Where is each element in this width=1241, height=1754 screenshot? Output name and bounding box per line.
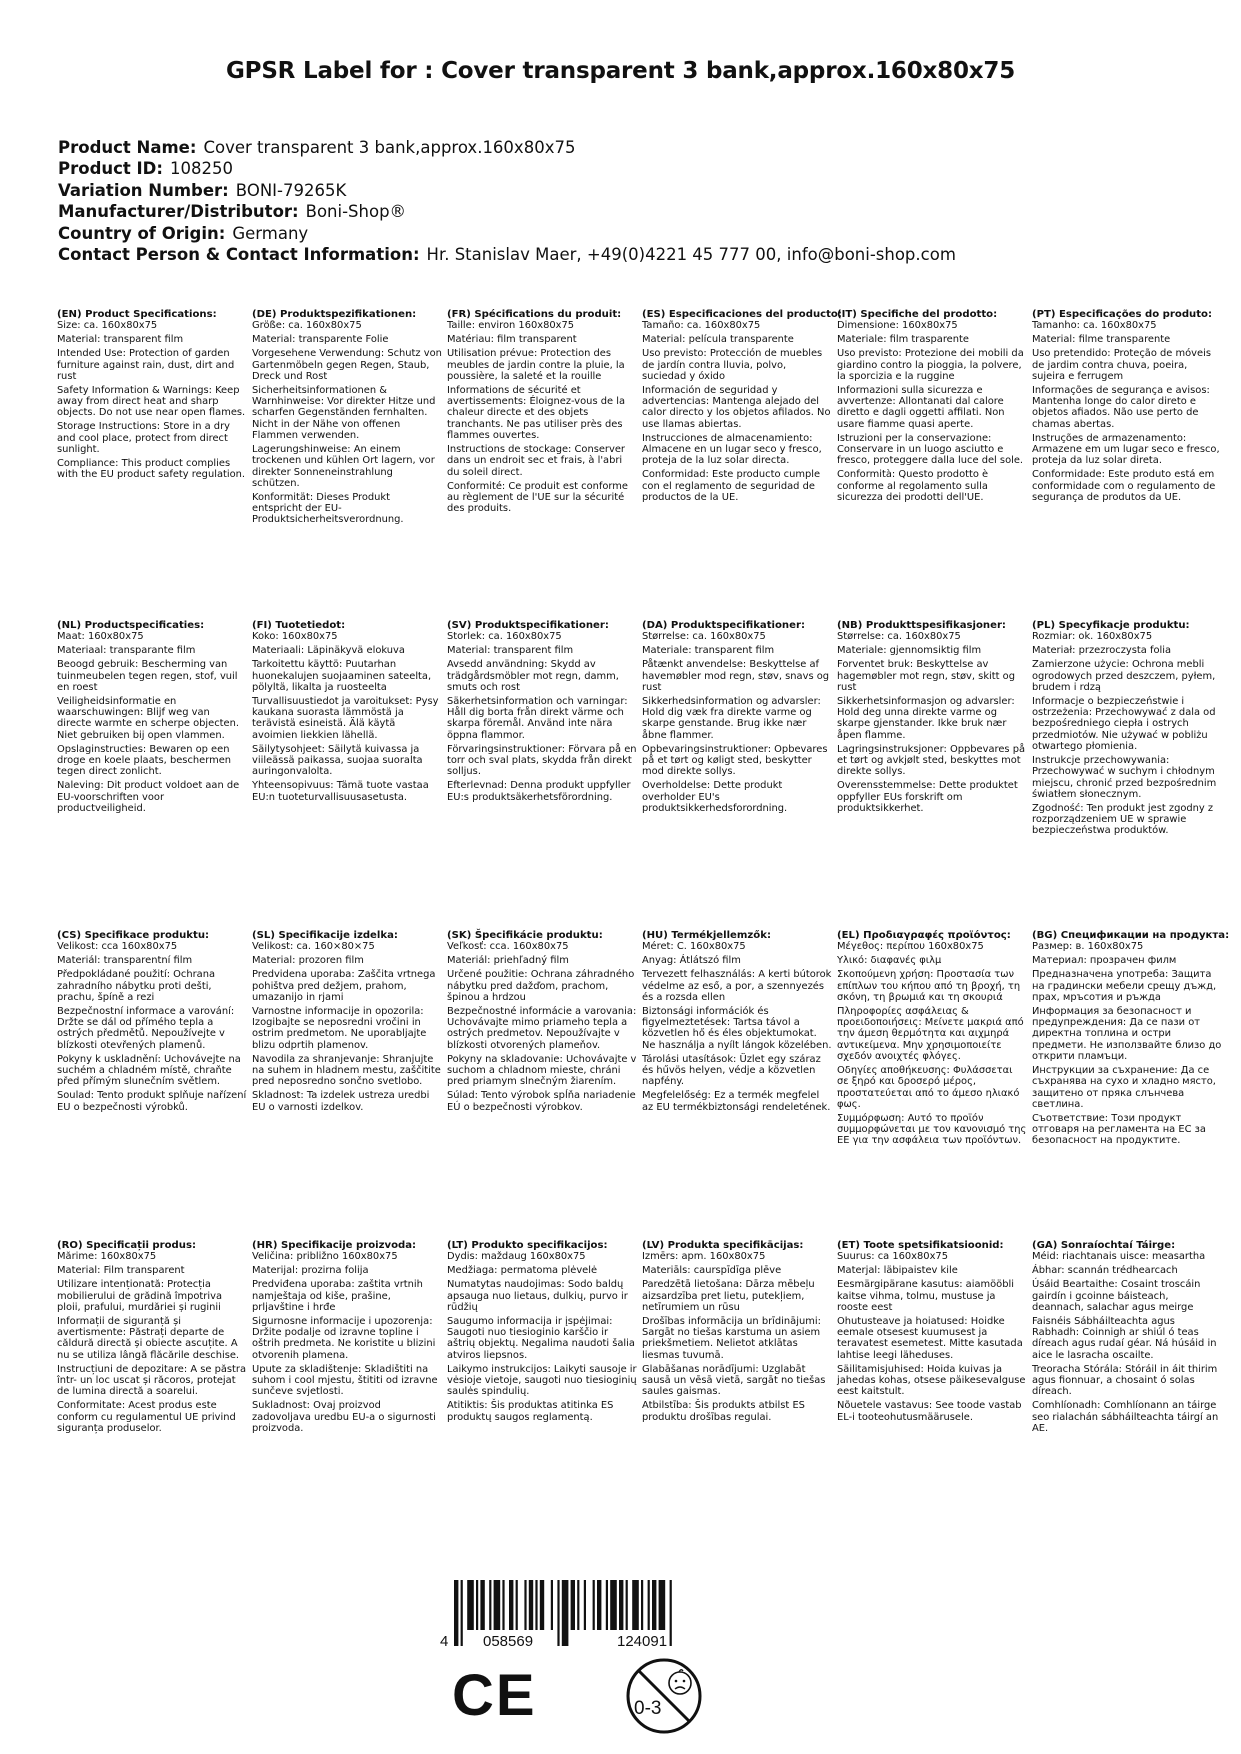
spec-block (447, 620, 637, 806)
spec-line: Sikkerhedsinformation og advarsler: Hold dig væk fra direkte varme og skarpe genstande. Brug ikke nær åbne flammer. (642, 695, 821, 741)
spec-line: Opslaginstructies: Bewaren op een droge en koele plaats, beschermen tegen direct zonlicht. (57, 743, 232, 778)
spec-line: Informações de segurança e avisos: Mantenha longe do calor direto e objetos afiados. Não use perto de chamas abertas. (1032, 384, 1210, 430)
spec-block (1032, 309, 1222, 506)
spec-line: Материал: прозрачен филм (1032, 955, 1177, 967)
spec-line: Storlek: ca. 160x80x75 (447, 631, 562, 643)
spec-line: Instrucciones de almacenamiento: Almacene en un lugar seco y fresco, proteja de la luz solar directa. (642, 432, 822, 467)
spec-line: Súlad: Tento výrobok spĺňa nariadenie EÚ o bezpečnosti výrobkov. (447, 1090, 636, 1113)
spec-line: Předpokládané použití: Ochrana zahradního nábytku proti dešti, prachu, špíně a rezi (57, 969, 216, 1003)
spec-line: Tamanho: ca. 160x80x75 (1032, 320, 1157, 332)
spec-line: Ábhar: scannán trédhearcach (1032, 1265, 1178, 1277)
spec-block (642, 620, 832, 817)
spec-line: Efterlevnad: Denna produkt uppfyller EU:s produktsäkerhetsförordning. (447, 780, 631, 803)
spec-line: Инструкции за съхранение: Да се съхранява на сухо и хладно място, защитено от пряка слънчева светлина. (1032, 1065, 1216, 1110)
spec-line: Biztonsági információk és figyelmeztetések: Tartsa távol a közvetlen hő és éles objektumokat. Ne használja a nyílt lángok közelében. (642, 1005, 832, 1051)
spec-line: Размер: в. 160x80x75 (1032, 941, 1144, 953)
spec-line: Informations de sécurité et avertissements: Éloignez-vous de la chaleur directe et des objets tranchants. Ne pas utiliser près des flammes ouvertes. (447, 384, 626, 442)
spec-line: Varnostne informacije in opozorila: Izogibajte se neposredni vročini in ostrim predmetom. Ne uporabljajte blizu odprtih plamenov. (252, 1005, 427, 1051)
spec-heading: (FI) Tuotetiedot: (252, 620, 346, 631)
spec-line: Veličina: približno 160x80x75 (252, 1251, 398, 1263)
spec-heading: (RO) Specificații produs: (57, 1240, 197, 1251)
spec-heading: (EL) Προδιαγραφές προϊόντος: (837, 930, 1011, 941)
spec-heading: (SV) Produktspecifikationer: (447, 620, 609, 631)
spec-line: Predvidena uporaba: Zaščita vrtnega pohištva pred dežjem, prahom, umazanijo in rjami (252, 969, 436, 1003)
spec-line: Méret: C. 160x80x75 (642, 941, 746, 953)
product-id-row (58, 158, 956, 179)
spec-line: Materiał: przezroczysta folia (1032, 645, 1172, 657)
spec-line: Dimensione: 160x80x75 (837, 320, 958, 332)
spec-block (642, 309, 842, 506)
spec-line: Méid: riachtanais uisce: measartha (1032, 1251, 1206, 1263)
spec-line: Υλικό: διαφανές φιλμ (837, 955, 942, 967)
spec-line: Instrukcje przechowywania: Przechowywać w suchym i chłodnym miejscu, chronić przed bezpośrednim światłem słonecznym. (1032, 755, 1217, 800)
spec-line: Påtænkt anvendelse: Beskyttelse af havemøbler mod regn, støv, snavs og rust (642, 659, 830, 693)
spec-line: Información de seguridad y advertencias: Mantenga alejado del calor directo y los objetos afilados. No use llamas abiertas. (642, 384, 831, 430)
spec-block (642, 930, 832, 1116)
spec-block (57, 930, 247, 1116)
spec-block (837, 930, 1027, 1149)
spec-line: Predviđena uporaba: zaštita vrtnih namještaja od kiše, prašine, prljavštine i hrđe (252, 1279, 423, 1313)
spec-line: Medžiaga: permatoma plėvelė (447, 1265, 598, 1277)
spec-line: Informazioni sulla sicurezza e avvertenze: Allontanati dal calore diretto e dagli oggetti affilati. Non usare fiamme quasi aperte. (837, 384, 1005, 430)
spec-line: Størrelse: ca. 160x80x75 (837, 631, 961, 643)
spec-line: Uso pretendido: Proteção de móveis de jardim contra chuva, poeira, sujeira e ferrugem (1032, 348, 1211, 382)
spec-heading: (HR) Specifikacije proizvoda: (252, 1240, 417, 1251)
spec-line: Safety Information & Warnings: Keep away from direct heat and sharp objects. Do not use near open flames. (57, 384, 246, 419)
spec-line: Utilisation prévue: Protection des meubles de jardin contre la pluie, la poussière, la saleté et la rouille (447, 348, 625, 382)
spec-line: Turvallisuustiedot ja varoitukset: Pysy kaukana suorasta lämmöstä ja terävistä esineistä. Älä käytä avoimien liekkien lähellä. (252, 695, 439, 741)
spec-line: Bezpečnostné informácie a varovania: Uchovávajte mimo priameho tepla a ostrých predmetov. Nepoužívajte v blízkosti otvorených plameňov. (447, 1005, 637, 1051)
variation-number-row (58, 180, 956, 201)
spec-block (1032, 1240, 1222, 1437)
spec-line: Taille: environ 160x80x75 (447, 320, 575, 332)
spec-block (1032, 930, 1230, 1149)
spec-line: Úsáid Beartaithe: Cosaint troscáin gairdín i gcoinne báisteach, deannach, salachar agus meirge (1032, 1279, 1201, 1313)
spec-line: Suurus: ca 160x80x75 (837, 1251, 949, 1263)
spec-block (837, 620, 1027, 817)
spec-line: Skladnost: Ta izdelek ustreza uredbi EU o varnosti izdelkov. (252, 1090, 430, 1113)
spec-line: Beoogd gebruik: Bescherming van tuinmeubelen tegen regen, stof, vuil en roest (57, 659, 238, 693)
spec-line: Ohutusteave ja hoiatused: Hoidke eemale otsesest kuumusest ja teravatest esemetest. Mitte kasutada lahtise leegi läheduses. (837, 1315, 1023, 1361)
spec-line: Paredzētā lietošana: Dārza mēbeļu aizsardzība pret lietu, putekļiem, netīrumiem un rūsu (642, 1279, 815, 1313)
spec-line: Mărime: 160x80x75 (57, 1251, 157, 1263)
spec-line: Bezpečnostní informace a varování: Držte se dál od přímého tepla a ostrých předmětů. Nepoužívejte v blízkosti otevřených plamenů. (57, 1005, 235, 1051)
spec-heading: (HU) Termékjellemzők: (642, 930, 771, 941)
product-info (58, 137, 956, 265)
spec-heading: (LT) Produkto specifikacijos: (447, 1240, 608, 1251)
spec-line: Naleving: Dit product voldoet aan de EU-voorschriften voor productveiligheid. (57, 780, 240, 814)
spec-line: Uso previsto: Protezione dei mobili da giardino contro la pioggia, la polvere, la sporcizia e la ruggine (837, 348, 1024, 382)
variation-number-value: BONI-79265K (235, 180, 347, 200)
spec-line: Größe: ca. 160x80x75 (252, 320, 362, 332)
spec-line: Určené použitie: Ochrana záhradného nábytku pred dažďom, prachom, špinou a hrdzou (447, 969, 635, 1003)
spec-block (642, 1240, 832, 1426)
page-title: GPSR Label for : Cover transparent 3 bank,approx.160x80x75 (225, 58, 1016, 84)
spec-line: Anyag: Átlátszó film (642, 955, 741, 967)
spec-heading: (EN) Product Specifications: (57, 309, 217, 320)
spec-line: Drošības informācija un brīdinājumi: Sargāt no tiešas karstuma un asiem priekšmetiem. Nelietot atklātas liesmas tuvumā. (642, 1315, 821, 1361)
spec-block (837, 1240, 1027, 1426)
spec-line: Sicherheitsinformationen & Warnhinweise: Vor direkter Hitze und scharfen Gegenständen fernhalten. Nicht in der Nähe von offenen Flammen verwenden. (252, 384, 436, 442)
spec-line: Οδηγίες αποθήκευσης: Φυλάσσεται σε ξηρό και δροσερό μέρος, προστατεύεται από το άμεσο ηλιακό φως. (837, 1065, 1020, 1110)
spec-line: Instrucțiuni de depozitare: A se păstra într- un loc uscat și răcoros, protejat de lumina directă a soarelui. (57, 1363, 247, 1398)
spec-line: Sikkerhetsinformasjon og advarsler: Hold deg unna direkte varme og skarpe gjenstander. Ikke bruk nær åpen flamme. (837, 695, 1015, 741)
spec-line: Zgodność: Ten produkt jest zgodny z rozporządzeniem UE w sprawie bezpieczeństwa produktów. (1032, 802, 1214, 837)
spec-line: Sukladnost: Ovaj proizvod zadovoljava uredbu EU-a o sigurnosti proizvoda. (252, 1400, 436, 1434)
contact-row (58, 244, 956, 265)
spec-heading: (FR) Spécifications du produit: (447, 309, 622, 320)
manufacturer-label: Manufacturer/Distributor: (58, 202, 299, 222)
spec-line: Matériau: film transparent (447, 334, 577, 346)
spec-line: Säilytysohjeet: Säilytä kuivassa ja viileässä paikassa, suojaa suoralta auringonvalolta. (252, 743, 423, 778)
spec-heading: (NB) Produkttspesifikasjoner: (837, 620, 1006, 631)
spec-block (1032, 620, 1222, 839)
barcode-group-1: 058569 (483, 1633, 534, 1650)
spec-heading: (ET) Toote spetsifikatsioonid: (837, 1240, 1004, 1251)
spec-line: Rozmiar: ok. 160x80x75 (1032, 631, 1153, 643)
spec-line: Velikost: ca. 160×80×75 (252, 941, 375, 953)
spec-line: Μέγεθος: περίπου 160x80x75 (837, 941, 984, 953)
spec-line: Vorgesehene Verwendung: Schutz von Gartenmöbeln gegen Regen, Staub, Dreck und Rost (252, 348, 442, 382)
spec-line: Conformidad: Este producto cumple con el reglamento de seguridad de productos de la UE. (642, 469, 821, 503)
spec-block (252, 309, 442, 528)
spec-line: Conformità: Questo prodotto è conforme al regolamento sulla sicurezza dei prodotti dell'UE. (837, 469, 989, 503)
product-name-value: Cover transparent 3 bank,approx.160x80x75 (203, 138, 576, 157)
product-id-value: 108250 (169, 159, 233, 179)
spec-block (837, 309, 1027, 506)
spec-line: Material: transparente Folie (252, 334, 389, 346)
spec-line: Πληροφορίες ασφάλειας & προειδοποιήσεις: Μείνετε μακριά από την άμεση θερμότητα και αιχμηρά αντικείμενα. Μην χρησιμοποιείτε σχεδόν ανοιχτές φλόγες. (837, 1005, 1024, 1063)
spec-heading: (IT) Specifiche del prodotto: (837, 309, 998, 320)
spec-line: Informacje o bezpieczeństwie i ostrzeżenia: Przechowywać z dala od bezpośredniego ciepła i ostrych przedmiotów. Nie używać w pobliżu otwartego płomienia. (1032, 695, 1216, 753)
spec-line: Materiaali: Läpinäkyvä elokuva (252, 645, 405, 657)
spec-line: Materiaal: transparante film (57, 645, 196, 657)
spec-line: Uso previsto: Protección de muebles de jardín contra lluvia, polvo, suciedad y óxido (642, 348, 823, 382)
spec-heading: (CS) Specifikace produktu: (57, 930, 210, 941)
spec-line: Materiale: gjennomsiktig film (837, 645, 982, 657)
spec-line: Overholdelse: Dette produkt overholder EU's produktsikkerhedsforordning. (642, 780, 788, 814)
spec-line: Zamierzone użycie: Ochrona mebli ogrodowych przed deszczem, pyłem, brudem i rdzą (1032, 659, 1216, 693)
spec-line: Eesmärgipärane kasutus: aiamööbli kaitse vihma, tolmu, mustuse ja rooste eest (837, 1279, 1014, 1313)
spec-line: Materijal: prozirna folija (252, 1265, 369, 1277)
spec-heading: (ES) Especificaciones del producto: (642, 309, 842, 320)
spec-block (447, 1240, 637, 1426)
spec-line: Conformidade: Este produto está em conformidade com o regulamento de segurança de produtos da UE. (1032, 469, 1216, 503)
spec-line: Avsedd användning: Skydd av trädgårdsmöbler mot regn, damm, smuts och rost (447, 659, 619, 693)
spec-line: Dydis: maždaug 160x80x75 (447, 1251, 586, 1263)
spec-block (252, 1240, 442, 1437)
spec-line: Materiál: transparentní film (57, 955, 193, 967)
spec-line: Navodila za shranjevanje: Shranjujte na suhem in hladnem mestu, zaščitite pred neposredno sončno svetlobo. (252, 1053, 441, 1088)
spec-heading: (SK) Špecifikácie produktu: (447, 930, 603, 941)
spec-line: Soulad: Tento produkt splňuje nařízení EU o bezpečnosti výrobků. (57, 1090, 247, 1113)
spec-line: Veiligheidsinformatie en waarschuwingen: Blijf weg van directe warmte en scherpe objecten. Niet gebruiken bij open vlammen. (57, 695, 239, 741)
manufacturer-row (58, 201, 956, 222)
spec-line: Tarkoitettu käyttö: Puutarhan huonekalujen suojaaminen sateelta, pölyltä, likalta ja ruosteelta (252, 659, 432, 693)
spec-line: Opbevaringsinstruktioner: Opbevares på et tørt og køligt sted, beskytter mod direkte sollys. (642, 743, 828, 778)
spec-heading: (DA) Produktspecifikationer: (642, 620, 805, 631)
spec-heading: (GA) Sonraíochtaí Táirge: (1032, 1240, 1176, 1251)
product-name-label: Product Name: (58, 138, 197, 157)
spec-line: Material: película transparente (642, 334, 794, 346)
spec-heading: (LV) Produkta specifikācijas: (642, 1240, 804, 1251)
spec-line: Forventet bruk: Beskyttelse av hagemøbler mot regn, støv, skitt og rust (837, 659, 1015, 693)
spec-line: Atitiktis: Šis produktas atitinka ES produktų saugos reglamentą. (447, 1400, 614, 1423)
spec-line: Overensstemmelse: Dette produktet oppfyller EUs forskrift om produktsikkerhet. (837, 780, 1018, 814)
spec-line: Pokyny na skladovanie: Uchovávajte v suchom a chladnom mieste, chráni pred priamym slnečným žiarením. (447, 1053, 637, 1088)
spec-line: Velikost: cca 160x80x75 (57, 941, 178, 953)
spec-block (252, 930, 442, 1116)
spec-line: Materiāls: caurspīdīga plēve (642, 1265, 782, 1277)
spec-line: Compliance: This product complies with the EU product safety regulation. (57, 458, 246, 481)
spec-line: Maat: 160x80x75 (57, 631, 144, 643)
spec-line: Upute za skladištenje: Skladištiti na suhom i cool mjestu, štititi od izravne sunčeve svjetlosti. (252, 1363, 438, 1398)
spec-line: Предназначена употреба: Защита на градински мебели срещу дъжд, прах, мръсотия и ръжда (1032, 969, 1217, 1003)
barcode-group-2: 124091 (617, 1633, 668, 1650)
spec-line: Utilizare intenționată: Protecția mobilierului de grădină împotriva ploii, prafului, murdăriei și ruginii (57, 1279, 223, 1313)
spec-line: Intended Use: Protection of garden furniture against rain, dust, dirt and rust (57, 348, 235, 382)
spec-line: Faisnéis Sábháilteachta agus Rabhadh: Coinnigh ar shiúl ó teas díreach agus rudaí géar. Ná húsáid in aice le lasracha oscailte. (1032, 1315, 1217, 1361)
spec-line: Lagringsinstruksjoner: Oppbevares på et tørt og avkjølt sted, beskyttes mot direkte sollys. (837, 743, 1026, 778)
spec-line: Istruzioni per la conservazione: Conservare in un luogo asciutto e fresco, proteggere dalla luce del sole. (837, 432, 1024, 467)
spec-line: Съответствие: Този продукт отговаря на регламента на ЕС за безопасност на продуктите. (1032, 1112, 1206, 1147)
spec-line: Size: ca. 160x80x75 (57, 320, 158, 332)
spec-block (447, 309, 637, 517)
spec-block (57, 620, 247, 817)
product-id-label: Product ID: (58, 159, 163, 179)
spec-line: Saugumo informacija ir įspėjimai: Saugoti nuo tiesioginio karščio ir aštrių objektų. Negalima naudoti šalia atviros liepsnos. (447, 1315, 635, 1361)
spec-block (57, 309, 247, 483)
spec-heading: (NL) Productspecificaties: (57, 620, 205, 631)
spec-line: Koko: 160x80x75 (252, 631, 338, 643)
spec-heading: (BG) Спецификации на продукта: (1032, 930, 1230, 941)
spec-line: Materiale: transparent film (642, 645, 775, 657)
spec-line: Conformité: Ce produit est conforme au règlement de l'UE sur la sécurité des produits. (447, 480, 628, 515)
spec-line: Συμμόρφωση: Αυτό το προϊόν συμμορφώνεται με τον κανονισμό της ΕΕ για την ασφάλεια των προϊόντων. (837, 1112, 1027, 1147)
spec-line: Atbilstība: Šis produkts atbilst ES produktu drošības regulai. (642, 1400, 805, 1423)
spec-line: Sigurnosne informacije i upozorenja: Držite podalje od izravne topline i oštrih predmeta. Ne koristite u blizini otvorenih plamena. (252, 1315, 436, 1361)
spec-heading: (SL) Specifikacije izdelka: (252, 930, 398, 941)
spec-line: Σκοπούμενη χρήση: Προστασία των επίπλων του κήπου από τη βροχή, τη σκόνη, τη βρωμιά και τη σκουριά (837, 969, 1021, 1003)
spec-heading: (PL) Specyfikacje produktu: (1032, 620, 1190, 631)
spec-line: Informații de siguranță și avertismente: Păstrați departe de căldură directă și obiecte ascuțite. A nu se utiliza lângă flăcările deschise. (57, 1315, 240, 1361)
spec-line: Tamaño: ca. 160x80x75 (642, 320, 761, 332)
spec-block (252, 620, 442, 806)
spec-line: Materiál: priehľadný film (447, 955, 569, 967)
spec-line: Veľkosť: cca. 160x80x75 (447, 941, 569, 953)
spec-line: Material: Film transparent (57, 1265, 185, 1277)
country-of-origin-label: Country of Origin: (58, 223, 226, 243)
spec-line: Pokyny k uskladnění: Uchovávejte na suchém a chladném místě, chraňte před přímým slunečním světlem. (57, 1053, 241, 1088)
spec-line: Säilitamisjuhised: Hoida kuivas ja jahedas kohas, otsese päikesevalguse eest kaitstult. (837, 1363, 1026, 1398)
spec-block (57, 1240, 247, 1437)
spec-line: Material: filme transparente (1032, 334, 1171, 346)
spec-line: Materiale: film trasparente (837, 334, 969, 346)
manufacturer-value: Boni-Shop® (305, 202, 407, 222)
spec-line: Instructions de stockage: Conserver dans un endroit sec et frais, à l'abri du soleil direct. (447, 444, 625, 478)
spec-line: Lagerungshinweise: An einem trockenen und kühlen Ort lagern, vor direkter Sonneneinstrahlung schützen. (252, 444, 435, 489)
spec-line: Förvaringsinstruktioner: Förvara på en torr och sval plats, skydda från direkt solljus. (447, 743, 637, 778)
spec-line: Izmērs: apm. 160x80x75 (642, 1251, 766, 1263)
spec-line: Materjal: läbipaistev kile (837, 1265, 958, 1277)
age-warning-icon (624, 1656, 704, 1736)
spec-line: Treoracha Stórála: Stóráil in áit thirim agus fionnuar, a chosaint ó solas díreach. (1032, 1363, 1218, 1398)
spec-line: Conformitate: Acest produs este conform cu regulamentul UE privind siguranța produselor. (57, 1400, 236, 1434)
spec-line: Yhteensopivuus: Tämä tuote vastaa EU:n tuoteturvallisuusasetusta. (252, 780, 429, 803)
spec-line: Instruções de armazenamento: Armazene em um lugar seco e fresco, proteja da luz solar direta. (1032, 432, 1220, 467)
spec-heading: (DE) Produktspezifikationen: (252, 309, 417, 320)
ce-mark-icon: CE (452, 1663, 537, 1728)
spec-line: Material: transparent film (57, 334, 184, 346)
contact-label: Contact Person & Contact Information: (58, 245, 420, 265)
spec-line: Comhlíonadh: Comhlíonann an táirge seo rialachán sábháilteachta táirgí an AE. (1032, 1400, 1219, 1434)
contact-value: Hr. Stanislav Maer, +49(0)4221 45 777 00, info@boni-shop.com (426, 245, 956, 265)
spec-line: Størrelse: ca. 160x80x75 (642, 631, 766, 643)
product-name-row (58, 137, 956, 158)
spec-line: Numatytas naudojimas: Sodo baldų apsauga nuo lietaus, dulkių, purvo ir rūdžių (447, 1279, 628, 1313)
spec-line: Laikymo instrukcijos: Laikyti sausoje ir vėsioje vietoje, saugoti nuo tiesioginių saulės spindulių. (447, 1363, 637, 1398)
variation-number-label: Variation Number: (58, 180, 229, 200)
spec-line: Megfelelőség: Ez a termék megfelel az EU termékbiztonsági rendeletének. (642, 1090, 831, 1113)
spec-line: Tervezett felhasználás: A kerti bútorok védelme az eső, a por, a szennyezés és a rozsda ellen (642, 969, 832, 1003)
country-of-origin-row (58, 223, 956, 244)
spec-line: Material: transparent film (447, 645, 574, 657)
spec-block (447, 930, 637, 1116)
spec-line: Glabāšanas norādījumi: Uzglabāt sausā un vēsā vietā, sargāt no tiešas saules gaismas. (642, 1363, 826, 1398)
barcode-lead-digit: 4 (440, 1633, 449, 1650)
country-of-origin-value: Germany (232, 223, 309, 243)
spec-line: Säkerhetsinformation och varningar: Håll dig borta från direkt värme och skarpa föremål. Använd inte nära öppna flammor. (447, 695, 628, 741)
spec-line: Konformität: Dieses Produkt entspricht der EU-Produktsicherheitsverordnung. (252, 491, 404, 526)
spec-line: Nõuetele vastavus: See toode vastab EL-i tooteohutusmäärusele. (837, 1400, 1022, 1423)
spec-line: Tárolási utasítások: Üzlet egy száraz és hűvös helyen, védje a közvetlen napfény. (642, 1053, 821, 1088)
spec-line: Информация за безопасност и предупреждения: Да се пази от директна топлина и остри предмети. Не използвайте близо до открити пламъци. (1032, 1005, 1222, 1063)
age-range-label: 0-3 (634, 1698, 662, 1719)
spec-line: Storage Instructions: Store in a dry and cool place, protect from direct sunlight. (57, 421, 230, 456)
spec-heading: (PT) Especificações do produto: (1032, 309, 1213, 320)
spec-line: Material: prozoren film (252, 955, 364, 967)
